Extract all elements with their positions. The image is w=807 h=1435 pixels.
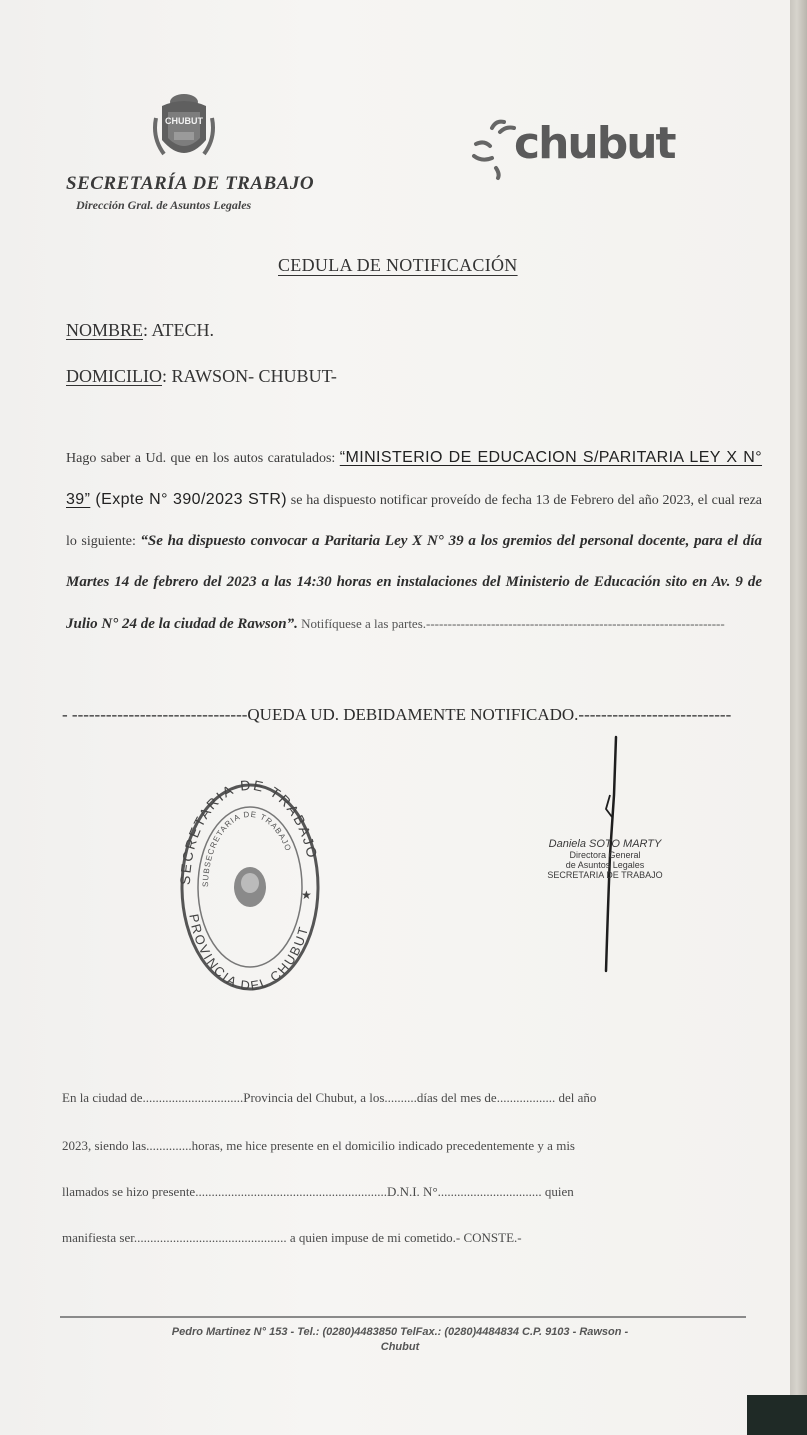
- footer-line-1: Pedro Martinez N° 153 - Tel.: (0280)4483850 TelFax.: (0280)4484834 C.P. 9103 - Rawson -: [171, 1326, 629, 1338]
- footer-address: [70, 1325, 730, 1355]
- page-edge-shadow: [790, 0, 807, 1435]
- case-title: “MINISTERIO DE EDUCACION S/PARITARIA LEY X N° 39”: [66, 449, 763, 508]
- nombre-value: : ATECH.: [143, 320, 215, 340]
- order-quote: “Se ha dispuesto convocar a Paritaria Ley X N° 39 a los gremios del personal docente, para el día Martes 14 de febrero del 2023 a las 14:30 horas en instalaciones del Ministerio de Educación sito en Av. 9 de Julio N° 24 de la ciudad de Rawson”.: [66, 533, 763, 632]
- crest-label: CHUBUT: [165, 116, 203, 126]
- document-title: CEDULA DE NOTIFICACIÓN: [278, 255, 518, 275]
- footer-line-2: Chubut: [380, 1341, 420, 1353]
- background-corner: [747, 1395, 807, 1435]
- notified-statement: - -------------------------------QUEDA UD. DEBIDAMENTE NOTIFICADO.---------------------------: [62, 705, 732, 724]
- body-closing: Notifíquese a las partes.---------------------------------------------------------------------: [297, 616, 725, 631]
- stamp-outer-text: SECRETARIA DE TRABAJO: [176, 776, 321, 886]
- notification-body: [66, 437, 762, 645]
- domicilio-label: DOMICILIO: [66, 366, 162, 386]
- signer-title: Directora General: [569, 850, 641, 860]
- body-middle: se ha dispuesto notificar proveído de fecha 13 de Febrero del año 2023, el cual reza lo siguiente:: [66, 493, 763, 549]
- signer-name: Daniela SOTO MARTY: [548, 838, 662, 850]
- form-line-3: llamados se hizo presente...........................................................D.N.I. N°................................ quien: [62, 1184, 574, 1199]
- stamp-inner-text: SUBSECRETARIA DE TRABAJO: [200, 809, 294, 888]
- form-line-4: manifiesta ser............................................... a quien impuse de mi cometido.- CONSTE.-: [62, 1230, 522, 1245]
- svg-text:PROVINCIA DEL CHUBUT: [186, 913, 311, 994]
- chubut-logo-text: chubut: [514, 118, 675, 169]
- provincial-crest-icon: [150, 88, 218, 170]
- svg-text:★: ★: [301, 888, 312, 902]
- domicilio-value: : RAWSON- CHUBUT-: [162, 366, 337, 386]
- nombre-label: NOMBRE: [66, 320, 144, 340]
- recipient-address: [66, 366, 337, 387]
- signer-department: de Asuntos Legales: [565, 860, 645, 870]
- signer-office: SECRETARIA DE TRABAJO: [547, 870, 663, 880]
- official-seal-stamp: [170, 775, 330, 1000]
- org-subtitle: Dirección Gral. de Asuntos Legales: [76, 198, 252, 212]
- form-line-2: 2023, siendo las..............horas, me hice presente en el domicilio indicado precedentemente y a mis: [62, 1138, 575, 1153]
- form-line-1: En la ciudad de...............................Provincia del Chubut, a los..........días del mes de.................. del año: [62, 1090, 597, 1105]
- org-title: SECRETARÍA DE TRABAJO: [66, 173, 315, 194]
- signer-block: [520, 838, 690, 880]
- footer-divider: [60, 1316, 746, 1318]
- stamp-bottom-text: PROVINCIA DEL CHUBUT: [186, 912, 312, 994]
- body-intro: Hago saber a Ud. que en los autos caratulados:: [66, 451, 340, 466]
- recipient-name: [66, 320, 214, 341]
- case-reference: (Expte N° 390/2023 STR): [90, 491, 288, 508]
